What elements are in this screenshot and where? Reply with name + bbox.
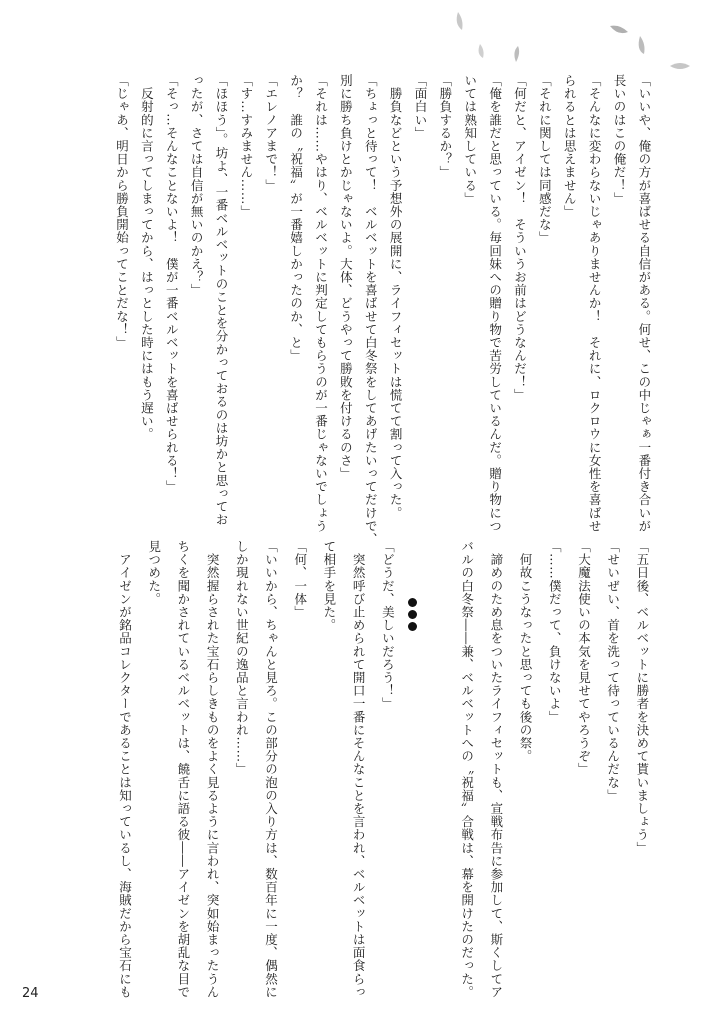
text-line: 「大魔法使いの本気を見せてやろうぞ」 [576,540,592,776]
text-line: 「いいから、ちゃんと見ろ。この部分の泡の入り方は、数百年に一度、偶然に [263,540,279,999]
text-line: 「それは……やはり、ベルベットに判定してもらうのが一番じゃないでしょう [313,74,329,533]
text-line: 「何だと、アイゼン！ そういうお前はどうなんだ！」 [512,74,528,402]
text-line: 「俺を誰だと思っている。毎回妹への贈り物で苦労しているんだ。贈り物につ [487,74,503,533]
bottom-text-block [117,540,650,999]
top-text-block [114,74,652,546]
text-line: ったが、さては自信が無いのかえ？」 [189,74,205,297]
text-line: 「いいや、俺の方が喜ばせる自信がある。何せ、この中じゃぁ一番付き合いが [636,74,652,533]
text-line: 突然呼び止められて開口一番にそんなことを言われ、ベルベットは面食らっ [351,540,367,999]
text-line: バルの白冬祭――兼、ベルベットへの〝祝福〟合戦は、幕を開けたのだった。 [459,540,475,999]
text-line: 「す…すみません……」 [238,74,254,219]
text-line: 「せいぜい、首を洗って待っているんだな」 [605,540,621,802]
text-line: 諦めのため息をついたライフィセットも、宣戦布告に参加して、斯くしてア [488,540,504,999]
text-line: 反射的に言ってしまってから、はっとした時にはもう遅い。 [139,74,155,441]
text-line: 「何、一体」 [292,540,308,619]
text-line: られるとは思えません」 [562,74,578,219]
text-line: 「ほほう」。坊よ、一番ベルベットのことを分かっておるのは坊かと思ってお [214,74,229,527]
text-line: 「そっ…そんなことないよ！ 僕が一番ベルベットを喜ばせられる！」 [164,74,180,494]
text-line: 「どうだ、美しいだろう！」 [380,540,396,711]
text-line: て相手を見た。 [321,540,337,632]
text-line: 「……僕だって、負けないよ」 [547,540,563,724]
text-line: 何故こうなったと思っても後の祭。 [518,540,534,763]
text-line: 「勝負するか？」 [437,74,453,179]
text-line: 「五日後、ベルベットに勝者を決めて貰いましょう」 [634,540,650,855]
page-number: 24 [22,986,39,1001]
text-line: 突然握らされた宝石らしきものをよく見るように言われ、突如始まったうん [205,540,221,999]
text-line: 見つめた。 [146,540,162,606]
text-line: しか現れない世紀の逸品と言われ……」 [234,540,250,776]
text-line: 別に勝ち負けとかじゃないよ。大体、どうやって勝敗を付けるのさ」 [338,74,354,481]
text-line: アイゼンが銘品コレクターであることは知っているし、海賊だから宝石にも [117,540,133,999]
text-line: 「じゃあ、明日から勝負開始ってことだな！」 [114,74,130,350]
text-line: 「ちょっと待って！ ベルベットを喜ばせて白冬祭をしてあげたいってだけで、 [363,74,379,546]
text-line: 「面白い」 [413,74,428,140]
text-line: 「そんなに変わらないじゃありませんか！ それに、ロクロウに女性を喜ばせ [587,74,603,533]
text-line: 「それに関しては同感だな」 [537,74,553,245]
text-line: ちくを聞かされているベルベットは、饒舌に語る彼――アイゼンを胡乱な目で [175,540,191,999]
text-line: 「エレノアまで！」 [263,74,279,192]
text-line: いては熟知している」 [462,74,478,205]
text-line: 長いのはこの俺だ！」 [612,74,627,205]
text-line: か？ 誰の〝祝福〟が一番嬉しかったのか、と」 [288,74,304,363]
text-line: 勝負などという予想外の展開に、ライフィセットは慌てて割って入った。 [388,74,404,520]
